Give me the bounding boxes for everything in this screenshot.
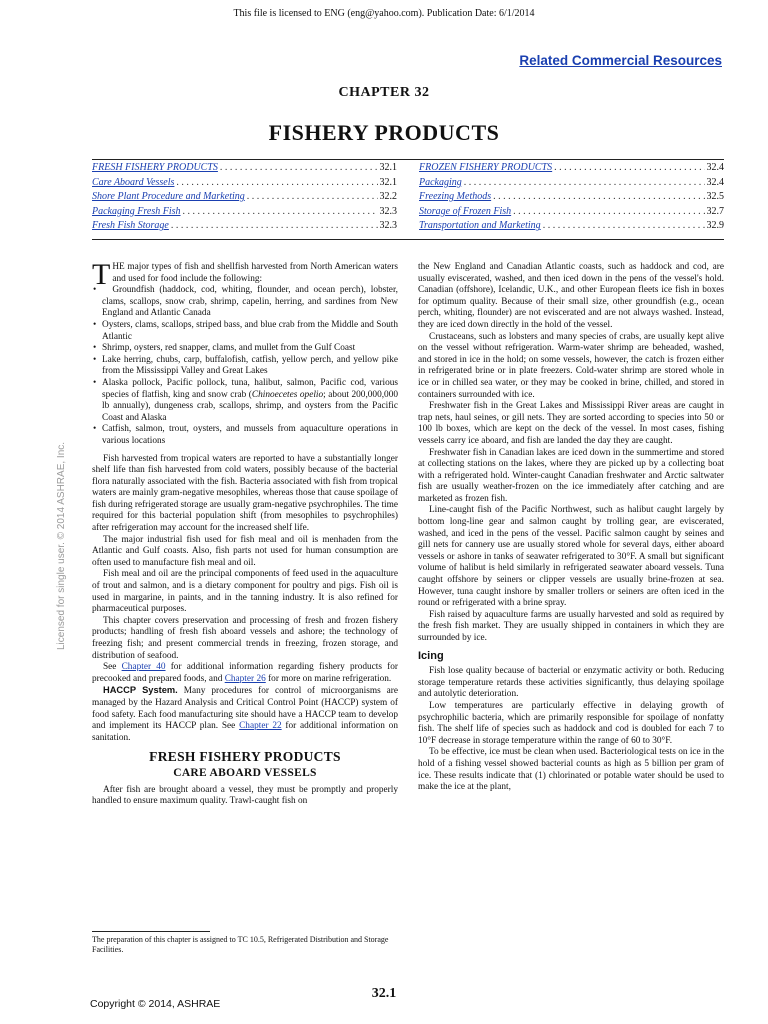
text: for additional information on sanitation. (92, 721, 398, 743)
toc-entry[interactable] (419, 205, 724, 220)
section-heading: FRESH FISHERY PRODUCTS (149, 749, 341, 765)
list-text: ; about 200,000,000 lb annually), dungeness crab, scallops, shrimp, and oysters from the Pacific Coast and Alaska (102, 389, 398, 423)
text: Many procedures for control of microorganisms are managed by the Hazard Analysis and Critical Control Point (HACCP) system of food safety. Each food manufacturing site should have a HACCP team to develop and implement its HACCP plan. See (92, 686, 398, 732)
page-number: 32.1 (371, 986, 397, 1001)
toc-entry[interactable] (419, 219, 724, 234)
toc-leader (183, 205, 378, 220)
related-resources-link[interactable]: Related Commercial Resources (519, 53, 722, 68)
paragraph: Crustaceans, such as lobsters and many species of crabs, are usually kept alive on the vessel without refrigeration. Warm-water shrimp are beheaded, washed, and stored in ice in the hold; on some vessels, however, the catch is frozen either in refrigerated brine or in plate freezers. Cold-water shrimp are stored whole in ice or in chilled sea water, or they may be cooked in brine, chilled, and stored in containers surrounded with ice. (418, 331, 724, 400)
paragraph: The major industrial fish used for fish meal and oil is menhaden from the Atlantic and Gulf coasts. Also, fish parts not used for human consumption are often used to manufacture fish meal and oil. (92, 534, 398, 568)
toc-leader (176, 176, 377, 191)
list-item: • Oysters, clams, scallops, striped bass, and blue crab from the Middle and South Atlantic (92, 320, 398, 343)
paragraph (92, 662, 398, 685)
list-item: • Catfish, salmon, trout, oysters, and mussels from aquaculture operations in various locations (92, 424, 398, 447)
toc-link[interactable]: Packaging (419, 176, 462, 188)
paragraph: Freshwater fish in the Great Lakes and Mississippi River areas are caught in trap nets, haul seines, or gill nets. They are sorted according to species into 50 or 100 lb boxes, which are kept on the deck of the vessel. In most cases, fishing vessels carry ice aboard, and fish are landed the day they are caught. (418, 401, 724, 446)
toc-page: 32.4 (706, 162, 724, 173)
chapter-22-link[interactable]: Chapter 22 (239, 721, 282, 732)
toc-entry[interactable] (92, 205, 397, 220)
paragraph: Fish raised by aquaculture farms are usually harvested and sold as required by the fresh fish market. They are usually shipped in containers in which they are surrounded by ice. (418, 609, 724, 643)
toc-entry[interactable] (419, 176, 724, 191)
toc-link[interactable]: Shore Plant Procedure and Marketing (92, 191, 245, 203)
toc-entry[interactable] (92, 176, 397, 191)
subsection-heading: Icing (418, 649, 444, 662)
toc-page: 32.3 (379, 220, 397, 232)
page-title: FISHERY PRODUCTS (268, 120, 500, 145)
toc-page: 32.1 (379, 176, 397, 188)
body-column-left (92, 258, 399, 808)
license-watermark: Licensed for single user. © 2014 ASHRAE, Inc. (56, 441, 67, 650)
toc-leader (543, 219, 705, 234)
toc-link[interactable]: Fresh Fish Storage (92, 220, 169, 232)
haccp-paragraph (92, 685, 398, 744)
toc-link[interactable]: FRESH FISHERY PRODUCTS (92, 162, 218, 173)
drop-cap: T (92, 258, 111, 291)
toc-leader (171, 219, 378, 234)
license-notice: This file is licensed to ENG (eng@yahoo.com). Publication Date: 6/1/2014 (233, 8, 535, 19)
toc-leader (464, 176, 705, 191)
toc-left-column (92, 161, 397, 234)
list-item (92, 378, 398, 424)
list-item: • Lake herring, chubs, carp, buffalofish, catfish, yellow perch, and yellow pike from the Mississippi Valley and Great Lakes (92, 355, 398, 378)
paragraph: the New England and Canadian Atlantic coasts, such as haddock and cod, are usually eviscerated, washed, and then iced down in the pens of the vessel's hold. Canadian (offshore), Icelandic, U.K., and other European fleets ice fish in boxes for optimum quality. Because of their small size, other groundfish (e.g., ocean perch, whiting, flounder) are not eviscerated and are not always washed. Instead, they are iced down directly in the hold of the vessel. (418, 262, 724, 330)
toc-entry[interactable] (419, 161, 724, 176)
toc-link[interactable]: Care Aboard Vessels (92, 176, 175, 188)
footnote-rule (92, 931, 210, 932)
toc-entry[interactable] (92, 190, 397, 205)
toc-link[interactable]: Packaging Fresh Fish (92, 205, 181, 217)
paragraph: This chapter covers preservation and processing of fresh and frozen fishery products; handling of fresh fish aboard vessels and ashore; the technology of freezing fish; and present commercial trends in freezing, frozen storage, and distribution of seafood. (92, 615, 398, 661)
chapter-label: CHAPTER 32 (338, 85, 430, 100)
toc-entry[interactable] (92, 161, 397, 176)
text: for more on marine refrigeration. (265, 673, 392, 684)
paragraph: After fish are brought aboard a vessel, they must be promptly and properly handled to ensure maximum quality. Trawl-caught fish on (92, 784, 398, 807)
toc-page: 32.3 (379, 205, 397, 217)
subsection-heading: CARE ABOARD VESSELS (173, 766, 317, 779)
toc-link[interactable]: FROZEN FISHERY PRODUCTS (419, 162, 553, 173)
toc-link[interactable]: Freezing Methods (419, 191, 492, 203)
paragraph: Fish harvested from tropical waters are reported to have a substantially longer shelf life than fish harvested from cold waters, possibly because of the bacterial flora naturally associated with the fish. Bacteria associated with fish from tropical waters are mainly gram-negative mesophiles, whereas those that cause spoilage of fish during refrigerated storage are usually gram-negative psychrophiles. The time required for this bacterial population shift (from mesophiles to psychrophiles) after refrigeration may account for the increased shelf life. (92, 453, 399, 534)
toc-leader (554, 161, 704, 176)
toc-leader (513, 205, 704, 220)
paragraph: Low temperatures are particularly effective in delaying growth of psychrophilic bacteria, which are primarily responsible for spoilage of nonfatty fish. The shelf life of species such as haddock and cod is doubled for each 7 to 10°F decrease in storage temperature within the range of 60 to 30°F. (418, 700, 724, 746)
species-list (92, 285, 398, 447)
toc-link[interactable]: Storage of Frozen Fish (419, 205, 512, 217)
toc-leader (220, 161, 378, 176)
toc-top-rule (92, 159, 724, 160)
toc-page: 32.9 (706, 220, 724, 232)
toc-page: 32.7 (706, 205, 724, 217)
toc-bottom-rule (92, 239, 724, 240)
paragraph: Line-caught fish of the Pacific Northwest, such as halibut caught largely by bottom long-line gear and salmon caught by trolling gear, are eviscerated, washed, and iced in the pens of the vessel. Pacific salmon caught by seines and gill nets for cannery use are usually stored whole for several days, either aboard vessels or ashore in tanks of seawater refrigerated to 30°F. A small but significant volume of halibut is held similarly in refrigerated seawater aboard vessels. Tuna caught offshore by seiners or clipper vessels are usually brine-frozen at sea. However, tuna caught inshore by smaller trollers or seiners are often iced in the round or refrigerated with a brine spray. (418, 505, 724, 609)
list-item: • Groundfish (haddock, cod, whiting, flounder, and ocean perch), lobster, clams, scallops, snow crab, shrimp, capelin, herring, and sardines from New England and Atlantic Canada (92, 285, 398, 320)
toc-page: 32.2 (379, 191, 397, 203)
list-item: • Shrimp, oysters, red snapper, clams, and mullet from the Gulf Coast (92, 343, 398, 355)
copyright-notice: Copyright © 2014, ASHRAE (90, 998, 221, 1010)
body-column-right (418, 262, 724, 794)
intro-paragraph (92, 258, 398, 291)
paragraph: Fish lose quality because of bacterial or enzymatic activity or both. Reducing storage temperature retards these activities significantly, thus delaying spoilage and autolytic deterioration. (418, 666, 724, 700)
text: See (103, 662, 122, 673)
toc-leader (247, 190, 378, 205)
toc-leader (493, 190, 704, 205)
footnote: The preparation of this chapter is assigned to TC 10.5, Refrigerated Distribution and Storage Facilities. (92, 935, 389, 954)
intro-text: HE major types of fish and shellfish harvested from North American waters and used for food include the following: (112, 262, 398, 284)
paragraph: Freshwater fish in Canadian lakes are iced down in the summertime and stored at collecting stations on the lakes, where they are picked up by a collecting boat with a refrigerated hold. Winter-caught Canadian freshwater and Arctic saltwater fish are usually weather-frozen on the ice immediately after catching and are marketed as frozen fish. (418, 447, 724, 504)
list-text: Alaska pollock, Pacific pollock, tuna, halibut, salmon, Pacific cod, various species of flatfish, king and snow crab ( (102, 377, 398, 400)
toc-page: 32.1 (379, 162, 397, 173)
chapter-40-link[interactable]: Chapter 40 (121, 662, 166, 673)
paragraph: Fish meal and oil are the principal components of feed used in the aquaculture of trout and salmon, and is a dietary component for poultry and pigs. Fish oil is used in margarine, in paints, and in the tanning industry. It is also refined for pharmaceutical purposes. (92, 569, 398, 615)
text: for additional information regarding fishery products for precooked and prepared foods, and (92, 662, 398, 684)
runin-heading: HACCP System. (103, 685, 178, 696)
toc-right-column (419, 161, 724, 234)
species-name: Chinoecetes opelio (251, 389, 324, 400)
toc-entry[interactable] (92, 219, 397, 234)
toc-page: 32.5 (706, 191, 724, 203)
paragraph: To be effective, ice must be clean when used. Bacteriological tests on ice in the hold of a fishing vessel showed bacterial counts as high as 5 billion per gram of ice. These results indicate that (1) chlorinated or potable water should be used to make the ice at the plant, (418, 747, 724, 793)
toc-link[interactable]: Transportation and Marketing (419, 220, 541, 232)
toc-page: 32.4 (706, 176, 724, 188)
toc-entry[interactable] (419, 190, 724, 205)
chapter-26-link[interactable]: Chapter 26 (224, 673, 266, 684)
